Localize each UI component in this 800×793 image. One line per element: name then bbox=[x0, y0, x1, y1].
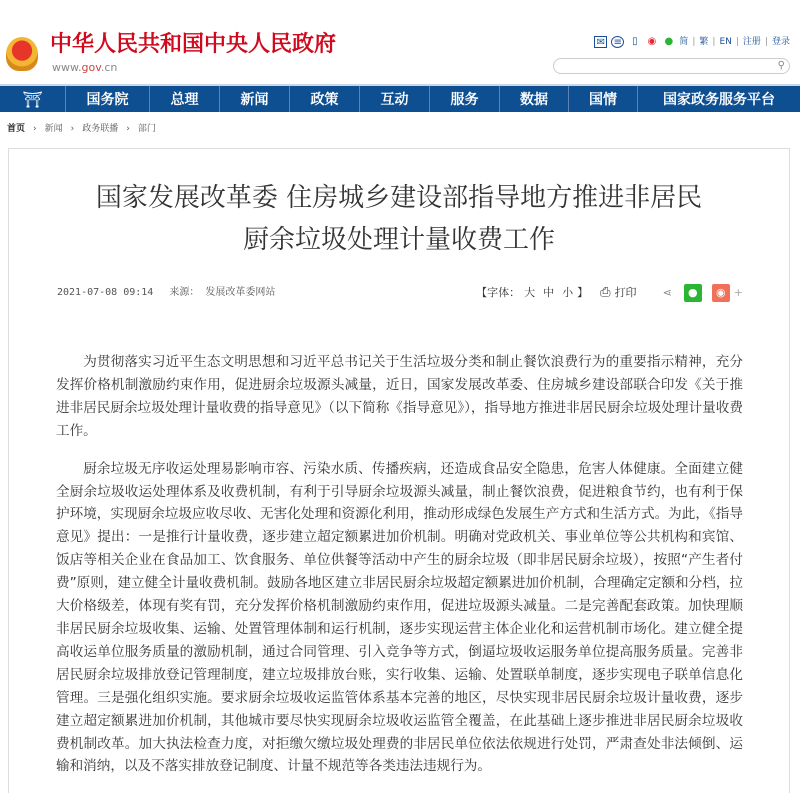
weibo-icon[interactable]: ◉ bbox=[647, 36, 657, 47]
publish-date: 2021-07-08 09:14 bbox=[57, 287, 154, 298]
breadcrumb-departments[interactable]: 部门 bbox=[137, 124, 156, 134]
nav-item-national-info[interactable]: 国情 bbox=[569, 86, 638, 112]
wechat-share-icon[interactable]: ● bbox=[684, 284, 702, 302]
paragraph: 为贯彻落实习近平生态文明思想和习近平总书记关于生活垃圾分类和制止餐饮浪费行为的重要指示精神，充分发挥价格机制激励约束作用，促进厨余垃圾源头减量，近日，国家发展改革委、住房城乡建设部联合印发《关于推进非居民厨余垃圾处理计量收费的指导意见》（以下简称《指导意见》），指导地方推进非居民厨余垃圾处理计量收费工作。 bbox=[56, 354, 743, 439]
traditional-link[interactable]: 繁 bbox=[699, 37, 709, 47]
register-link[interactable]: 注册 bbox=[742, 37, 761, 47]
print-button[interactable]: 打印 bbox=[614, 286, 637, 299]
nav-item-policy[interactable]: 政策 bbox=[290, 86, 360, 112]
english-link[interactable]: EN bbox=[719, 37, 732, 47]
breadcrumb-news[interactable]: 新闻 bbox=[44, 124, 63, 134]
font-medium-button[interactable]: 中 bbox=[543, 286, 555, 299]
nav-item-services[interactable]: 服务 bbox=[430, 86, 500, 112]
wechat-icon[interactable]: ● bbox=[664, 36, 674, 47]
article-meta bbox=[57, 286, 285, 300]
site-header bbox=[0, 0, 800, 84]
article-source: 来源： 发展改革委网站 bbox=[169, 287, 276, 298]
rss-icon[interactable]: ≡ bbox=[611, 36, 624, 48]
mail-icon[interactable]: ✉ bbox=[594, 36, 607, 48]
national-emblem-logo[interactable] bbox=[6, 37, 38, 71]
article-body bbox=[49, 351, 749, 778]
search-input[interactable] bbox=[553, 58, 790, 74]
nav-item-premier[interactable]: 总理 bbox=[150, 86, 220, 112]
article-container bbox=[8, 148, 790, 793]
more-share-icon[interactable]: + bbox=[733, 286, 743, 299]
site-title[interactable]: 中华人民共和国中央人民政府 bbox=[50, 32, 337, 57]
font-large-button[interactable]: 大 bbox=[524, 286, 536, 299]
nav-item-interaction[interactable]: 互动 bbox=[360, 86, 430, 112]
printer-icon[interactable]: ⎙ bbox=[600, 285, 611, 300]
breadcrumb-home[interactable]: 首页 bbox=[7, 124, 26, 134]
site-url[interactable]: www.gov.cn bbox=[52, 61, 118, 74]
nav-item-state-council[interactable]: 国务院 bbox=[66, 86, 150, 112]
header-tools: ✉ ≡ ▯ ◉ ● 简 | 繁 | EN | 注册 | 登录 bbox=[594, 36, 790, 48]
mobile-icon[interactable]: ▯ bbox=[632, 36, 638, 47]
breadcrumb-gov-affairs[interactable]: 政务联播 bbox=[82, 124, 119, 134]
nav-item-news[interactable]: 新闻 bbox=[220, 86, 290, 112]
nav-item-data[interactable]: 数据 bbox=[500, 86, 569, 112]
main-nav bbox=[0, 84, 800, 112]
search-icon[interactable]: ⚲ bbox=[777, 60, 785, 71]
article-meta-row bbox=[49, 283, 749, 303]
paragraph: 厨余垃圾无序收运处理易影响市容、污染水质、传播疾病，还造成食品安全隐患，危害人体健康。全面建立健全厨余垃圾收运处理体系及收费机制，有利于引导厨余垃圾源头减量，制止餐饮浪费，促进粮食节约，也有利于保护环境，实现厨余垃圾应收尽收、无害化处理和资源化利用，推动形成绿色发展生产方式和生活方式。为此，《指导意见》提出：一是推行计量收费，逐步建立超定额累进加价机制。明确对党政机关、事业单位等公共机构和宾馆、饭店等相关企业在食品加工、饮食服务、单位供餐等活动中产生的厨余垃圾（即非居民厨余垃圾），按照“产生者付费”原则，建立健全计量收费机制。鼓励各地区建立非居民厨余垃圾超定额累进加价机制，合理确定定额和分档，拉大价格级差，体现有奖有罚，充分发挥价格机制激励约束作用，促进垃圾源头减量。二是完善配套政策。加快理顺非居民厨余垃圾收集、运输、处置管理体制和运行机制，逐步实现运营主体企业化和运营机制市场化。建立健全提高收运单位服务质量的激励机制，通过合同管理、引入竞争等方式，倒逼垃圾收运服务单位提高服务质量。完善非居民厨余垃圾排放登记管理制度，建立垃圾排放台账，实行收集、运输、处置联单制度，逐步实现电子联单信息化管理。三是强化组织实施。要求厨余垃圾收运监管体系基本完善的地区，尽快实现非居民厨余垃圾计量收费，逐步建立超定额累进加价机制，其他城市要尽快实现厨余垃圾收运监管全覆盖，在此基础上逐步推进非居民厨余垃圾收费机制改革。加大执法检查力度，对拒缴欠缴垃圾处理费的非居民单位依法依规进行处罚，严肃查处非法倾倒、运输和消纳，以及不落实排放登记制度、计量不规范等各类违法违规行为。 bbox=[56, 460, 743, 775]
font-small-button[interactable]: 小 bbox=[562, 286, 574, 299]
article-title: 国家发展改革委 住房城乡建设部指导地方推进非居民 厨余垃圾处理计量收费工作 bbox=[95, 183, 703, 255]
article-tools: 【字体： 大 中 小 】 ⎙ 打印 ⋖ ● ◉ + bbox=[476, 285, 743, 300]
nav-item-service-platform[interactable]: 国家政务服务平台 bbox=[663, 92, 775, 108]
simplified-link[interactable]: 简 bbox=[679, 37, 689, 47]
home-gate-icon[interactable]: ⛩ bbox=[0, 86, 66, 112]
login-link[interactable]: 登录 bbox=[771, 37, 790, 47]
weibo-share-icon[interactable]: ◉ bbox=[712, 284, 730, 302]
share-icon[interactable]: ⋖ bbox=[662, 286, 672, 299]
breadcrumb: 首页 › 新闻 › 政务联播 › 部门 bbox=[7, 124, 156, 134]
